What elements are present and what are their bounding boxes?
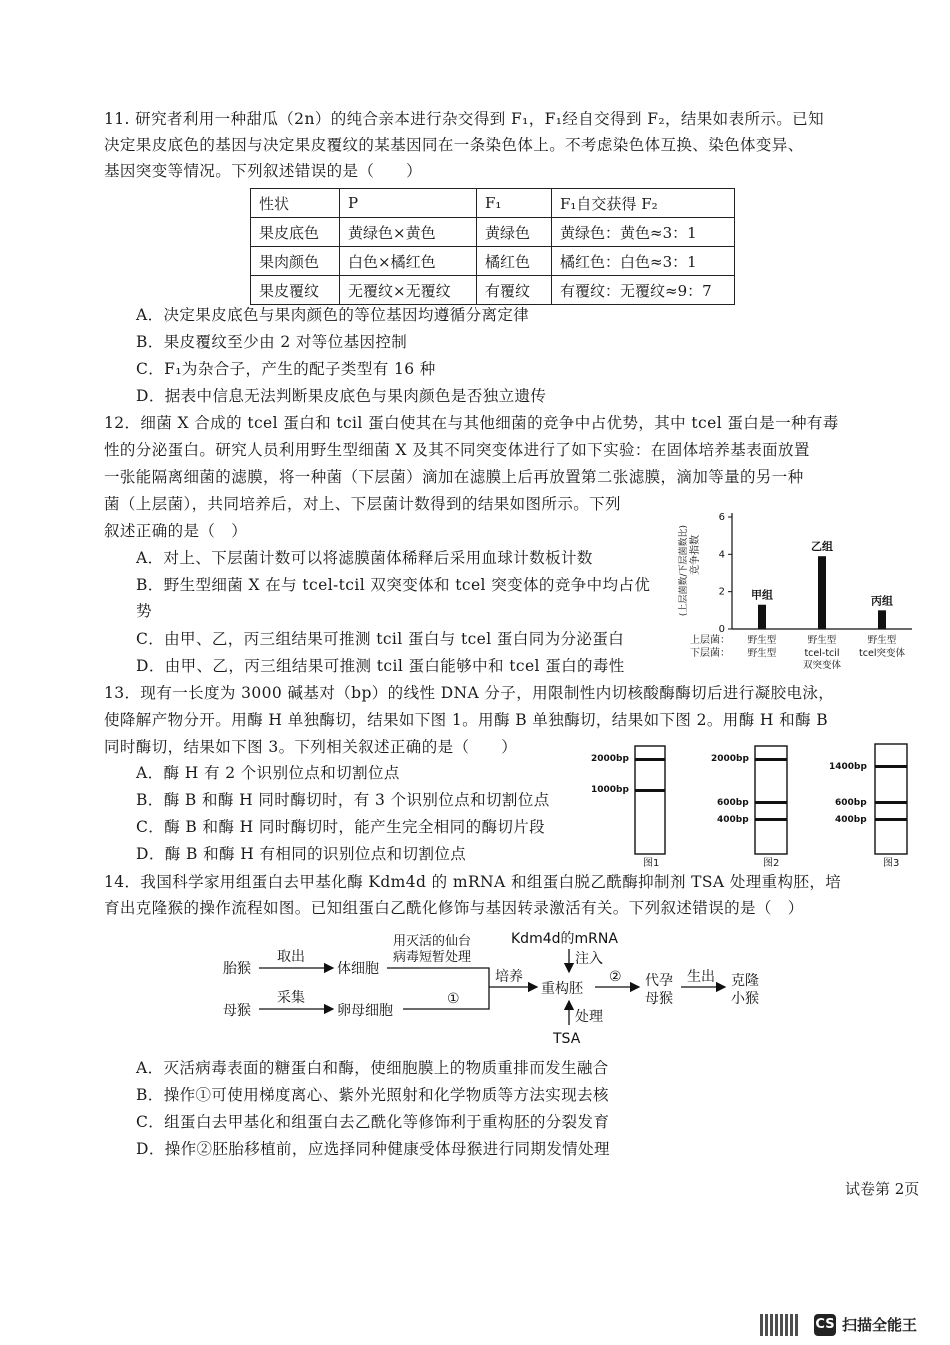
chart-bar-label: 乙组 <box>811 540 833 554</box>
q12-option-a: A．对上、下层菌计数可以将滤膜菌体稀释后采用血球计数板计数 <box>136 549 593 567</box>
table-cell: 有覆纹 <box>477 276 552 305</box>
gel-band <box>635 758 665 761</box>
q13-stem-line: 使降解产物分开。用酶 H 单独酶切，结果如下图 1。用酶 B 单独酶切，结果如下图 2。用酶 H 和酶 B <box>104 711 829 729</box>
table-cell: 果皮覆纹 <box>251 276 340 305</box>
q13-option-c: C．酶 B 和酶 H 同时酶切时，能产生完全相同的酶切片段 <box>136 818 546 836</box>
table-header-cell: F₁ <box>477 189 552 218</box>
chart-lower-strain: 野生型 <box>747 648 777 659</box>
chart-bar-label: 丙组 <box>871 594 893 608</box>
q14-cloning-flowchart <box>215 925 785 1050</box>
q11-option-d: D．据表中信息无法判断果皮底色与果肉颜色是否独立遗传 <box>136 387 547 405</box>
band-label: 2000bp <box>591 754 629 764</box>
band-label: 2000bp <box>711 754 749 764</box>
flow-connector <box>387 968 489 987</box>
flow-label-take: 取出 <box>277 949 305 965</box>
qr-code-icon <box>760 1314 800 1336</box>
band-label: 600bp <box>717 798 749 808</box>
gel-lane <box>875 744 907 854</box>
flow-surrogate: 母猴 <box>645 991 673 1007</box>
table-row <box>251 276 735 305</box>
flow-tsa: TSA <box>553 1031 581 1047</box>
chart-y-tick-label: 6 <box>718 512 725 523</box>
chart-lower-strain: tcel-tcil <box>804 648 840 659</box>
q11-stem-line: 决定果皮底色的基因与决定果皮覆纹的某基因同在一条染色体上。不考虑染色体互换、染色体变异、 <box>104 136 804 154</box>
flow-step-1: ① <box>447 991 460 1007</box>
figure-label: 图3 <box>883 858 900 869</box>
q12-option-b: B．野生型细菌 X 在与 tcel-tcil 双突变体和 tcel 突变体的竞争中均占优 <box>136 576 651 594</box>
flow-label-collect: 采集 <box>277 990 305 1006</box>
flow-virus-note: 病毒短暂处理 <box>393 950 472 965</box>
table-cell: 黄绿色 <box>477 218 552 247</box>
chart-bar <box>818 556 826 629</box>
table-cell: 果肉颜色 <box>251 247 340 276</box>
figure-label: 图1 <box>643 858 660 869</box>
q11-option-a: A．决定果皮底色与果肉颜色的等位基因均遵循分离定律 <box>136 306 530 324</box>
q14-option-c: C．组蛋白去甲基化和组蛋白去乙酰化等修饰利于重构胚的分裂发育 <box>136 1113 610 1131</box>
q14-option-d: D．操作②胚胎移植前，应选择同种健康受体母猴进行同期发情处理 <box>136 1140 610 1158</box>
flow-clone-monkey: 小猴 <box>731 991 759 1007</box>
flow-step-2: ② <box>609 969 622 985</box>
table-cell: 黄绿色：黄色≈3：1 <box>552 218 735 247</box>
q11-option-c: C．F₁为杂合子，产生的配子类型有 16 种 <box>136 360 436 378</box>
flow-virus-note: 用灭活的仙台 <box>393 934 472 949</box>
q12-stem-line: 叙述正确的是（ ） <box>104 522 248 540</box>
table-header-cell: 性状 <box>251 189 340 218</box>
q11-stem-line: 11. 研究者利用一种甜瓜（2n）的纯合亲本进行杂交得到 F₁，F₁经自交得到 F₂，结果如表所示。已知 <box>104 110 824 128</box>
q14-stem-line: 14．我国科学家用组蛋白去甲基化酶 Kdm4d 的 mRNA 和组蛋白脱乙酰酶抑制剂 TSA 处理重构胚，培 <box>104 873 842 891</box>
figure-label: 图2 <box>763 858 780 869</box>
chart-row-label-lower: 下层菌： <box>690 648 730 659</box>
gel-band <box>755 758 787 761</box>
chart-row-label-upper: 上层菌： <box>690 635 730 646</box>
table-row <box>251 218 735 247</box>
q13-gel-figures <box>585 738 920 873</box>
band-label: 400bp <box>835 815 867 825</box>
q12-option-b-cont: 势 <box>136 602 152 620</box>
q12-stem-line: 菌（上层菌），共同培养后，对上、下层菌计数得到的结果如图所示。下列 <box>104 495 621 513</box>
gel-lane <box>755 746 787 854</box>
camscanner-logo-icon: CS <box>814 1314 836 1336</box>
chart-bar <box>758 605 766 629</box>
table-cell: 橘红色 <box>477 247 552 276</box>
table-cell: 白色×橘红色 <box>340 247 477 276</box>
band-label: 600bp <box>835 798 867 808</box>
chart-ylabel: 竞争指数 <box>690 535 701 575</box>
gel-band <box>635 789 665 792</box>
table-cell: 橘红色：白色≈3：1 <box>552 247 735 276</box>
q12-option-c: C．由甲、乙，丙三组结果可推测 tcil 蛋白与 tcel 蛋白同为分泌蛋白 <box>136 630 625 648</box>
flow-label-culture: 培养 <box>495 969 523 985</box>
q11-trait-table <box>250 188 735 305</box>
flow-somatic-cell: 体细胞 <box>337 961 379 977</box>
scanner-brand: 扫描全能王 <box>842 1316 918 1334</box>
table-header-row <box>251 189 735 218</box>
table-cell: 有覆纹：无覆纹≈9：7 <box>552 276 735 305</box>
flow-surrogate: 代孕 <box>645 973 673 989</box>
q13-stem-line: 同时酶切，结果如下图 3。下列相关叙述正确的是（ ） <box>104 738 518 756</box>
chart-bar <box>878 610 886 629</box>
band-label: 1000bp <box>591 785 629 795</box>
table-cell: 果皮底色 <box>251 218 340 247</box>
flow-clone-monkey: 克隆 <box>731 973 759 989</box>
gel-band <box>875 765 907 768</box>
gel-band <box>755 818 787 821</box>
chart-upper-strain: 野生型 <box>807 635 837 646</box>
chart-y-tick-label: 4 <box>718 549 725 561</box>
q13-option-d: D．酶 B 和酶 H 有相同的识别位点和切割位点 <box>136 845 467 863</box>
flow-reconstructed-embryo: 重构胚 <box>541 981 583 997</box>
q11-stem-line: 基因突变等情况。下列叙述错误的是（ ） <box>104 162 423 180</box>
flow-connector <box>403 987 489 1009</box>
q12-option-d: D．由甲、乙，丙三组结果可推测 tcil 蛋白能够中和 tcel 蛋白的毒性 <box>136 657 625 675</box>
q11-option-b: B．果皮覆纹至少由 2 对等位基因控制 <box>136 333 408 351</box>
chart-y-tick-label: 2 <box>718 586 725 598</box>
table-cell: 无覆纹×无覆纹 <box>340 276 477 305</box>
band-label: 1400bp <box>829 762 867 772</box>
q12-stem-line: 12．细菌 X 合成的 tcel 蛋白和 tcil 蛋白使其在与其他细菌的竞争中占优势，其中 tcel 蛋白是一种有毒 <box>104 414 839 432</box>
flow-fetal-monkey: 胎猴 <box>223 961 251 977</box>
chart-upper-strain: 野生型 <box>747 635 777 646</box>
scanner-watermark <box>760 1310 950 1345</box>
q14-stem-line: 育出克隆猴的操作流程如图。已知组蛋白乙酰化修饰与基因转录激活有关。下列叙述错误的是（ ） <box>104 899 804 917</box>
page-footer: 试卷第 2页 <box>845 1180 920 1198</box>
chart-lower-strain: tcel突变体 <box>859 648 905 659</box>
flow-mother-monkey: 母猴 <box>223 1003 251 1019</box>
table-row <box>251 247 735 276</box>
q13-stem-line: 13．现有一长度为 3000 碱基对（bp）的线性 DNA 分子，用限制性内切核酸酶酶切后进行凝胶电泳， <box>104 684 835 702</box>
q12-stem-line: 性的分泌蛋白。研究人员利用野生型细菌 X 及其不同突变体进行了如下实验：在固体培养基表面放置 <box>104 441 810 459</box>
table-cell: 黄绿色×黄色 <box>340 218 477 247</box>
q12-stem-line: 一张能隔离细菌的滤膜，将一种菌（下层菌）滴加在滤膜上后再放置第二张滤膜，滴加等量的另一种 <box>104 468 804 486</box>
table-header-cell: F₁自交获得 F₂ <box>552 189 735 218</box>
q14-option-a: A．灭活病毒表面的糖蛋白和酶，使细胞膜上的物质重排而发生融合 <box>136 1059 609 1077</box>
flow-label-birth: 生出 <box>687 969 715 985</box>
flow-oocyte: 卵母细胞 <box>337 1003 393 1019</box>
gel-band <box>875 818 907 821</box>
chart-upper-strain: 野生型 <box>867 635 897 646</box>
chart-bar-label: 甲组 <box>751 588 773 602</box>
q14-option-b: B．操作①可使用梯度离心、紫外光照射和化学物质等方法实现去核 <box>136 1086 609 1104</box>
flow-mrna: Kdm4d的mRNA <box>511 931 618 947</box>
chart-ylabel-sub: (上层菌数/下层菌数比) <box>679 525 689 617</box>
gel-band <box>755 801 787 804</box>
chart-y-tick-label: 0 <box>718 624 725 635</box>
q12-competition-chart <box>680 505 920 670</box>
flow-label-treat: 处理 <box>575 1009 603 1025</box>
q13-option-a: A．酶 H 有 2 个识别位点和切割位点 <box>136 764 400 782</box>
gel-lane <box>635 746 665 854</box>
q13-option-b: B．酶 B 和酶 H 同时酶切时，有 3 个识别位点和切割位点 <box>136 791 550 809</box>
band-label: 400bp <box>717 815 749 825</box>
table-header-cell: P <box>340 189 477 218</box>
chart-lower-strain-extra: 双突变体 <box>802 660 842 671</box>
flow-label-inject: 注入 <box>575 951 603 967</box>
gel-band <box>875 801 907 804</box>
